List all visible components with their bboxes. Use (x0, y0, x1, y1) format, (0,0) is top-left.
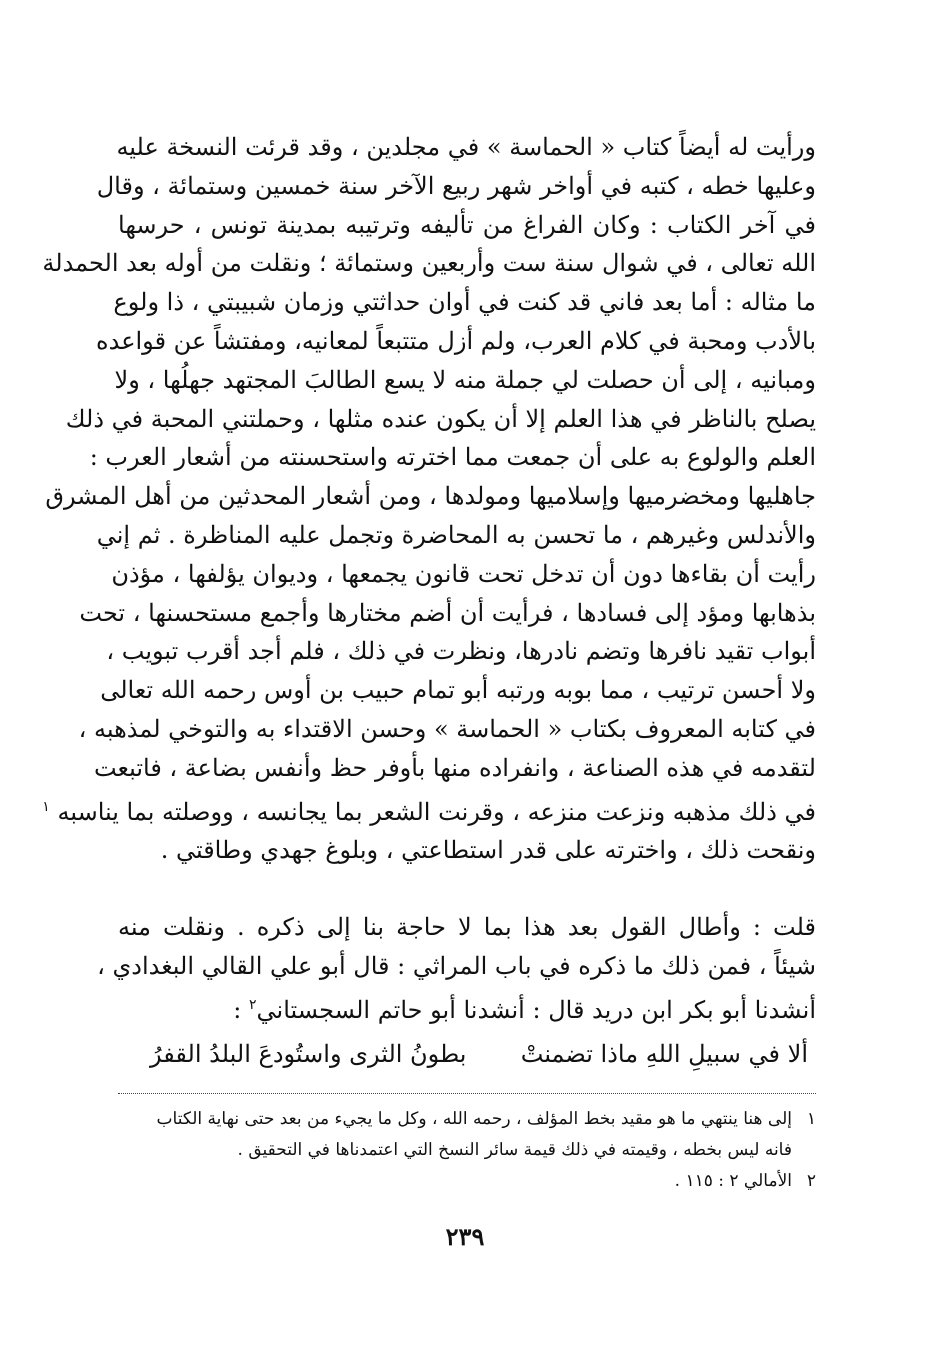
text-line-with-footnote (42, 788, 816, 832)
text-line: في ذلك مذهبه ونزعت منزعه ، وقرنت الشعر بما يجانسه ، ووصلته بما يناسبه (57, 797, 816, 826)
poetry-verse (150, 1040, 808, 1068)
text-line: رأيت أن بقاءها دون أن تدخل تحت قانون يجمعها ، وديوان يؤلفها ، مؤذن (111, 559, 816, 588)
text-line: بالأدب ومحبة في كلام العرب، ولم أزل متتبعاً لمعانيه، ومفتشاً عن قواعده (96, 326, 816, 355)
footnote-number: ١ (806, 1109, 816, 1129)
verse-second-hemistich: بطونُ الثرى واستُودعَ البلدُ القفرُ (150, 1040, 467, 1068)
text-line: بذهابها ومؤد إلى فسادها ، فرأيت أن أضم مختارها وأجمع مستحسنها ، تحت (79, 598, 816, 627)
footnote-text: إلى هنا ينتهي ما هو مقيد بخط المؤلف ، رحمه الله ، وكل ما يجيء من بعد حتى نهاية الكتاب (156, 1109, 792, 1129)
text-line: العلم والولوع به على أن جمعت مما اخترته واستحسنته من أشعار العرب : (89, 443, 816, 472)
text-line: في آخر الكتاب : وكان الفراغ من تأليفه وترتيبه بمدينة تونس ، حرسها (118, 210, 816, 239)
text-line: والأندلس وغيرهم ، ما تحسن به المحاضرة وتجمل عليه المناظرة . ثم إني (96, 520, 816, 549)
line-tail: : (233, 995, 249, 1024)
text-line: وعليها خطه ، كتبه في أواخر شهر ربيع الآخر سنة خمسين وستمائة ، وقال (96, 171, 816, 200)
text-line: في كتابه المعروف بكتاب « الحماسة » وحسن الاقتداء به والتوخي لمذهبه ، (78, 714, 816, 743)
footnote-marker-2: ٢ (249, 996, 257, 1013)
text-line: ومبانيه ، إلى أن حصلت لي جملة منه لا يسع الطالبَ المجتهد جهلُها ، ولا (114, 365, 816, 394)
text-line: قلت : وأطال القول بعد هذا بما لا حاجة بنا إلى ذكره . ونقلت منه (118, 913, 816, 941)
text-line: أبواب تقيد نافرها وتضم نادرها، ونظرت في ذلك ، فلم أجد أقرب تبويب ، (106, 637, 816, 666)
second-paragraph (97, 908, 816, 1029)
text-line-with-footnote (118, 986, 816, 1030)
text-line: ما مثاله : أما بعد فاني قد كنت في أوان حداثتي وزمان شبيبتي ، ذا ولوع (113, 288, 816, 317)
text-line: لتقدمه في هذه الصناعة ، وانفراده منها بأوفر حظ وأنفس بضاعة ، فاتبعت (93, 753, 816, 782)
footnote-text: الأمالي ٢ : ١١٥ . (674, 1171, 792, 1191)
text-line: ولا أحسن ترتيب ، مما بوبه ورتبه أبو تمام حبيب بن أوس رحمه الله تعالى (100, 676, 816, 705)
footnote-separator (118, 1093, 816, 1094)
text-line: جاهليها ومخضرميها وإسلاميها ومولدها ، ومن أشعار المحدثين من أهل المشرق (45, 482, 816, 511)
footnote-marker-1: ١ (42, 798, 50, 815)
footnote-1 (118, 1104, 816, 1135)
page-number: ٢٣٩ (445, 1222, 485, 1251)
text-line: يصلح بالناظر في هذا العلم إلا أن يكون عنده مثلها ، وحملتني المحبة في ذلك (65, 404, 816, 433)
text-line: ورأيت له أيضاً كتاب « الحماسة » في مجلدين ، وقد قرئت النسخة عليه (116, 133, 816, 161)
footnotes (118, 1104, 816, 1197)
footnote-1-continued: فانه ليس بخطه ، وقيمته في ذلك قيمة سائر النسخ التي اعتمدناها في التحقيق . (237, 1140, 792, 1160)
verse-first-hemistich: ألا في سبيلِ اللهِ ماذا تضمنتْ (520, 1040, 808, 1068)
footnote-number: ٢ (806, 1171, 816, 1191)
main-paragraph (42, 128, 816, 870)
text-line: ونقحت ذلك ، واخترته على قدر استطاعتي ، وبلوغ جهدي وطاقتي . (160, 836, 816, 865)
text-line: شيئاً ، فمن ذلك ما ذكره في باب المراثي : قال أبو علي القالي البغدادي ، (97, 951, 816, 980)
footnote-2 (118, 1166, 816, 1197)
text-line: الله تعالى ، في شوال سنة ست وأربعين وستمائة ؛ ونقلت من أوله بعد الحمدلة (42, 249, 816, 278)
text-line: أنشدنا أبو بكر ابن دريد قال : أنشدنا أبو حاتم السجستاني (256, 995, 816, 1024)
